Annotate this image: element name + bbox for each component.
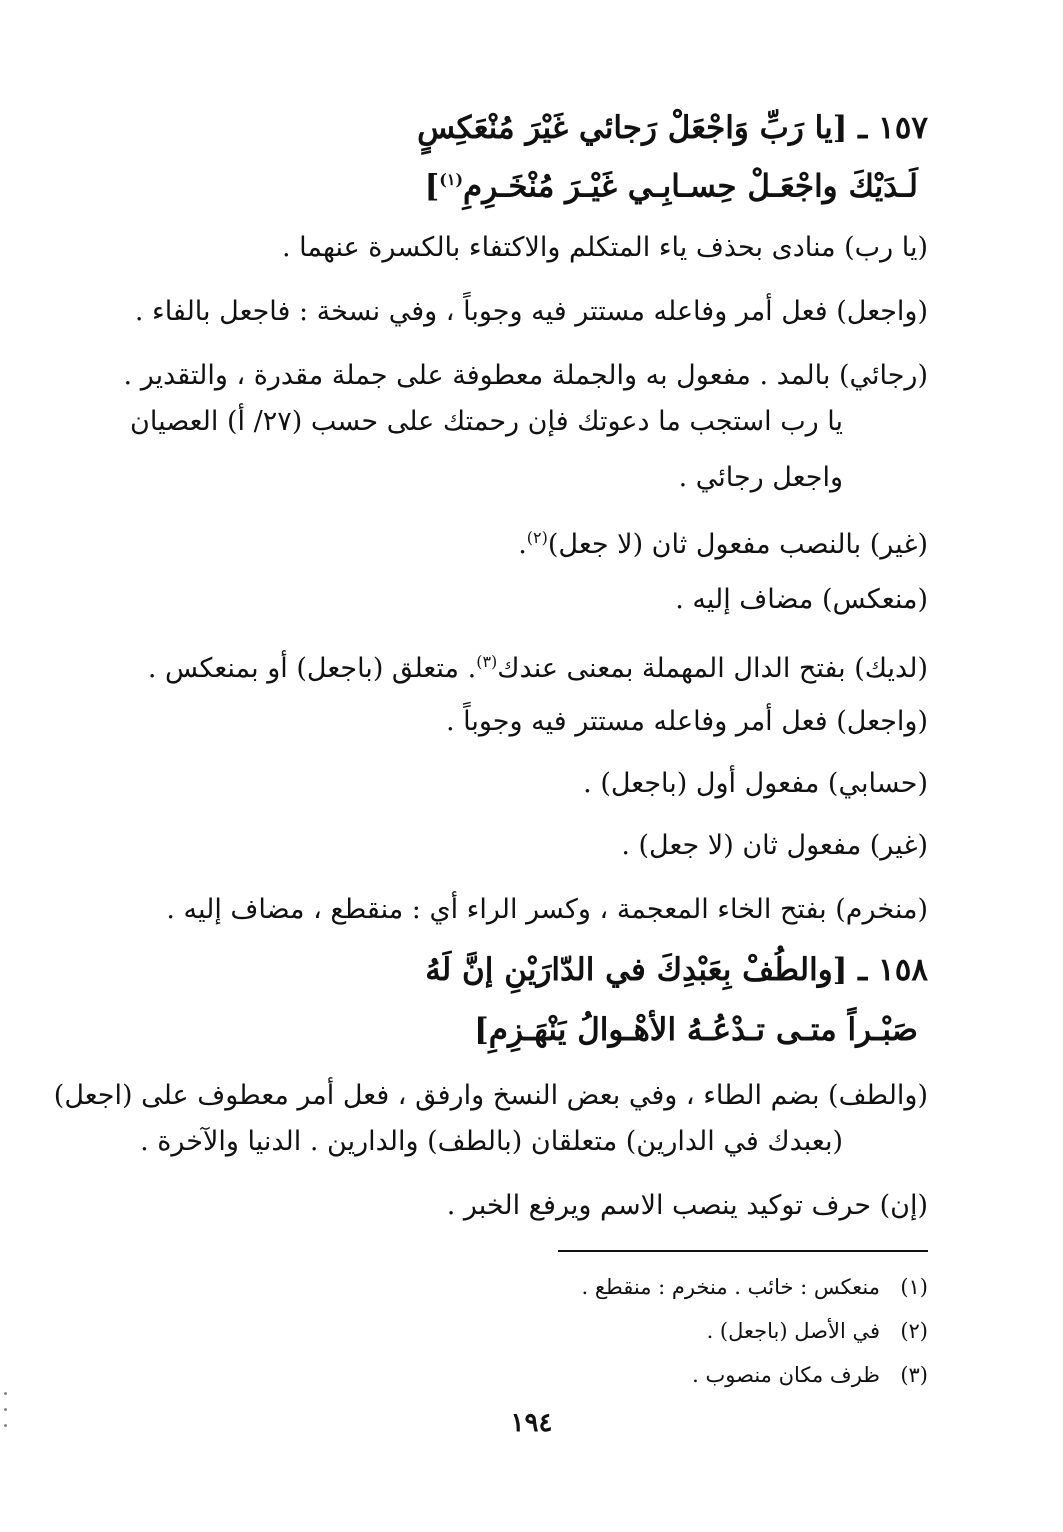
line-text: . متعلق (باجعل) أو بمنعكس . [147,653,477,684]
line-end: . [518,529,527,560]
footnote-3 [692,1360,928,1390]
footnote-2 [707,1316,928,1346]
commentary-line: (منعكس) مضاف إليه . [675,584,928,615]
commentary-line: (منخرم) بفتح الخاء المعجمة ، وكسر الراء أي : منقطع ، مضاف إليه . [166,894,928,925]
footnote-number: (٢) [900,1319,928,1343]
verse-158-line-1: ١٥٨ ـ [والطُفْ بِعَبْدِكَ في الدّارَيْنِ إنَّ لَهُ [425,952,928,988]
commentary-line: واجعل رجائي . [678,462,843,493]
verse-158-line-2: صَبْـراً متـى تـدْعُـهُ الأهْـوالُ يَنْهَـزِمِ] [474,1012,918,1048]
footnote-ref: (١) [439,170,464,189]
commentary-line: يا رب استجب ما دعوتك فإن رحمتك على حسب (٢٧/ أ) العصيان [130,406,843,437]
commentary-line: (إن) حرف توكيد ينصب الاسم ويرفع الخبر . [446,1190,928,1221]
verse-157-line-1: ١٥٧ ـ [يا رَبِّ وَاجْعَلْ رَجائي غَيْرَ مُنْعَكِسٍ [417,110,928,146]
scan-speck [4,1408,7,1411]
commentary-line: (واجعل) فعل أمر وفاعله مستتر فيه وجوباً . [445,706,928,737]
footnote-separator [558,1250,928,1252]
footnote-text: في الأصل (باجعل) . [706,1319,880,1343]
commentary-line: (والطف) بضم الطاء ، وفي بعض النسخ وارفق ، فعل أمر معطوف على (اجعل) [53,1080,928,1111]
commentary-line: (غير) مفعول ثان (لا جعل) . [621,830,928,861]
footnote-number: (١) [900,1275,928,1299]
commentary-line: (يا رب) منادى بحذف ياء المتكلم والاكتفاء بالكسرة عنهما . [282,232,928,263]
scan-speck [4,1392,7,1395]
commentary-line: (بعبدك في الدارين) متعلقان (بالطف) والدارين . الدنيا والآخرة . [140,1126,843,1157]
footnote-text: ظرف مكان منصوب . [692,1363,880,1387]
footnote-1 [581,1272,928,1302]
verse-157-line-2 [425,160,918,206]
footnote-ref: (٣) [476,652,498,671]
footnote-text: منعكس : خائب . منخرم : منقطع . [581,1275,880,1299]
scan-speck [4,1424,7,1427]
footnote-ref: (٢) [526,528,548,547]
page-number: ١٩٤ [510,1408,553,1438]
commentary-line: (حسابي) مفعول أول (باجعل) . [583,768,928,799]
verse-text: لَـدَيْكَ واجْعَـلْ حِسـابِـي غَيْـرَ مُنْخَـرِمِ [463,168,918,205]
commentary-line: (واجعل) فعل أمر وفاعله مستتر فيه وجوباً ، وفي نسخة : فاجعل بالفاء . [134,296,928,327]
commentary-line [148,642,928,689]
line-text: (غير) بالنصب مفعول ثان (لا جعل) [547,529,928,560]
line-text: (لديك) بفتح الدال المهملة بمعنى عندك [497,653,928,684]
commentary-line [518,518,928,565]
closing-bracket: ] [424,168,440,205]
commentary-line: (رجائي) بالمد . مفعول به والجملة معطوفة على جملة مقدرة ، والتقدير . [123,360,928,391]
footnote-number: (٣) [900,1363,928,1387]
